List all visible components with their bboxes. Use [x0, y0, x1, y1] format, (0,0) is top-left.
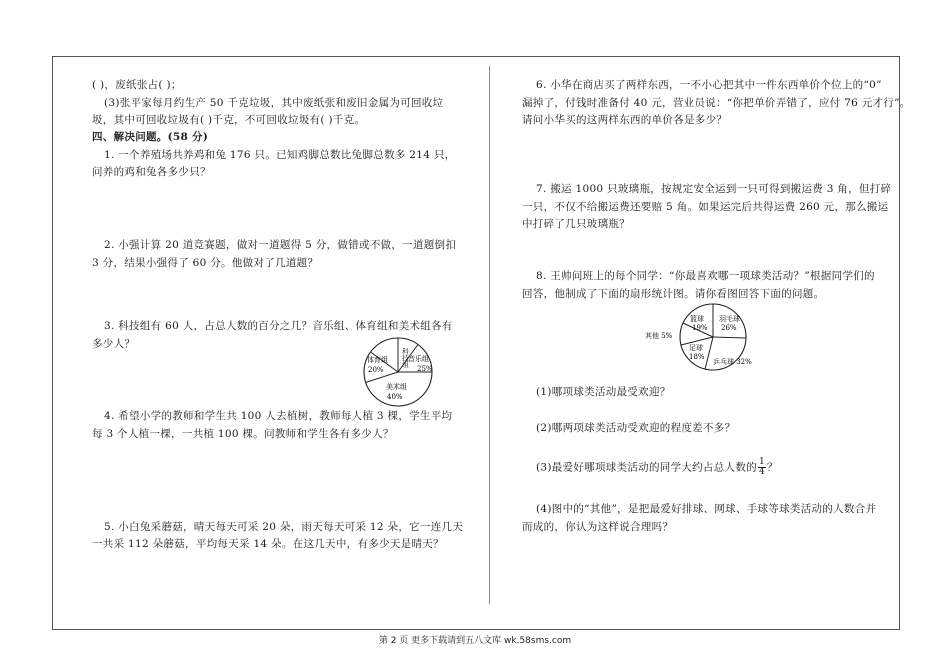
q3-line-2: 多少人？ [92, 338, 136, 350]
fraction-numerator: 1 [758, 457, 766, 467]
pie2-label-other: 其他 5% [645, 332, 673, 340]
question-3-line-2: 圾，其中可回收垃圾有( )千克，不可回收垃圾有( )千克。 [92, 114, 366, 126]
group-pie-chart [346, 334, 454, 410]
pie1-label-art-pct: 40% [387, 393, 403, 401]
pie1-label-music-pct: 25% [417, 365, 433, 373]
pie2-label-badminton: 羽毛球 [719, 315, 740, 323]
pie2-label-badminton-pct: 26% [721, 324, 737, 332]
pie1-label-sports-pct: 20% [368, 366, 384, 374]
q8-sub-4-line-1: (4)图中的“其他”，是把最爱好排球、网球、手球等球类活动的人数合并 [536, 503, 877, 515]
pie2-label-pingpong: 乒乓球 32% [713, 358, 752, 366]
q8-sub-3-text: (3)最爱好哪项球类活动的同学大约占总人数的 [536, 461, 757, 474]
q8-line-1: 8. 王帅问班上的每个同学：“你最喜欢哪一项球类活动？”根据同学们的 [536, 270, 875, 282]
sports-pie-chart [645, 302, 765, 374]
q2-line-1: 2. 小强计算 20 道竞赛题，做对一道题得 5 分，做错或不做，一道题倒扣 [104, 239, 457, 251]
column-divider [489, 66, 490, 604]
q8-sub-4-line-2: 而成的，你认为这样说合理吗？ [522, 521, 674, 533]
q8-sub-3 [536, 458, 778, 477]
pie2-label-soccer: 足球 [689, 344, 703, 352]
q5-line-2: 一共采 112 朵蘑菇，平均每天采 14 朵。在这几天中，有多少天是晴天？ [92, 538, 444, 550]
q7-line-3: 中打碎了几只玻璃瓶？ [522, 218, 630, 230]
pie2-label-soccer-pct: 18% [689, 353, 705, 361]
page-footer: 第 2 页 更多下载请到五八文库 wk.58sms.com [378, 636, 572, 646]
q5-line-1: 5. 小白兔采蘑菇，晴天每天可采 20 朵，雨天每天可采 12 朵，它一连几天 [104, 521, 464, 533]
pie1-label-tech: 科技组 [401, 348, 409, 368]
q8-sub-1: (1)哪项球类活动最受欢迎？ [536, 386, 671, 398]
q8-sub-3-end: ？ [767, 461, 778, 474]
q1-line-1: 1. 一个养殖场共养鸡和兔 176 只。已知鸡脚总数比兔脚总数多 214 只， [104, 149, 456, 161]
pie2-label-basketball-pct: 19% [692, 324, 708, 332]
pie1-label-art: 美术组 [386, 383, 407, 391]
q6-line-2: 漏掉了，付钱时准备付 40 元，营业员说：“你把单价弄错了，应付 76 元才行”。 [522, 97, 911, 109]
question-3-line-1: (3)张平家每月约生产 50 千克垃圾，其中废纸张和废旧金属为可回收垃 [104, 97, 444, 109]
pie2-label-basketball: 篮球 [690, 315, 704, 323]
q8-line-2: 回答，他制成了下面的扇形统计图。请你看图回答下面的问题。 [522, 288, 825, 300]
pie1-label-music: 音乐组 [408, 355, 429, 363]
q3-line-1: 3. 科技组有 60 人，占总人数的百分之几？音乐组、体育组和美术组各有 [104, 320, 453, 332]
q7-line-2: 一只，不仅不给搬运费还要赔 5 角。如果运完后共得运费 260 元，那么搬运 [522, 201, 889, 213]
q8-sub-2: (2)哪两项球类活动受欢迎的程度差不多？ [536, 422, 736, 434]
q6-line-1: 6. 小华在商店买了两样东西，一不小心把其中一件东西单价个位上的“0” [536, 79, 882, 91]
pie1-label-sports: 体育组 [367, 356, 388, 364]
section-heading: 四、解决问题。(58 分) [92, 131, 209, 143]
q7-line-1: 7. 搬运 1000 只玻璃瓶，按规定安全运到一只可得到搬运费 3 角，但打碎 [536, 183, 892, 195]
q4-line-1: 4. 希望小学的教师和学生共 100 人去植树，教师每人植 3 棵，学生平均 [104, 410, 453, 422]
q2-line-2: 3 分，结果小强得了 60 分。他做对了几道题？ [92, 257, 319, 269]
fraction-one-quarter [758, 458, 766, 477]
q1-line-2: 问养的鸡和兔各多少只？ [92, 166, 211, 178]
fill-blank-line: ( )，废纸张占( )； [92, 79, 182, 91]
q4-line-2: 每 3 个人植一棵，一共植 100 棵。问教师和学生各有多少人？ [92, 428, 394, 440]
q6-line-3: 请问小华买的这两样东西的单价各是多少？ [522, 114, 728, 126]
fraction-denominator: 4 [758, 467, 766, 477]
